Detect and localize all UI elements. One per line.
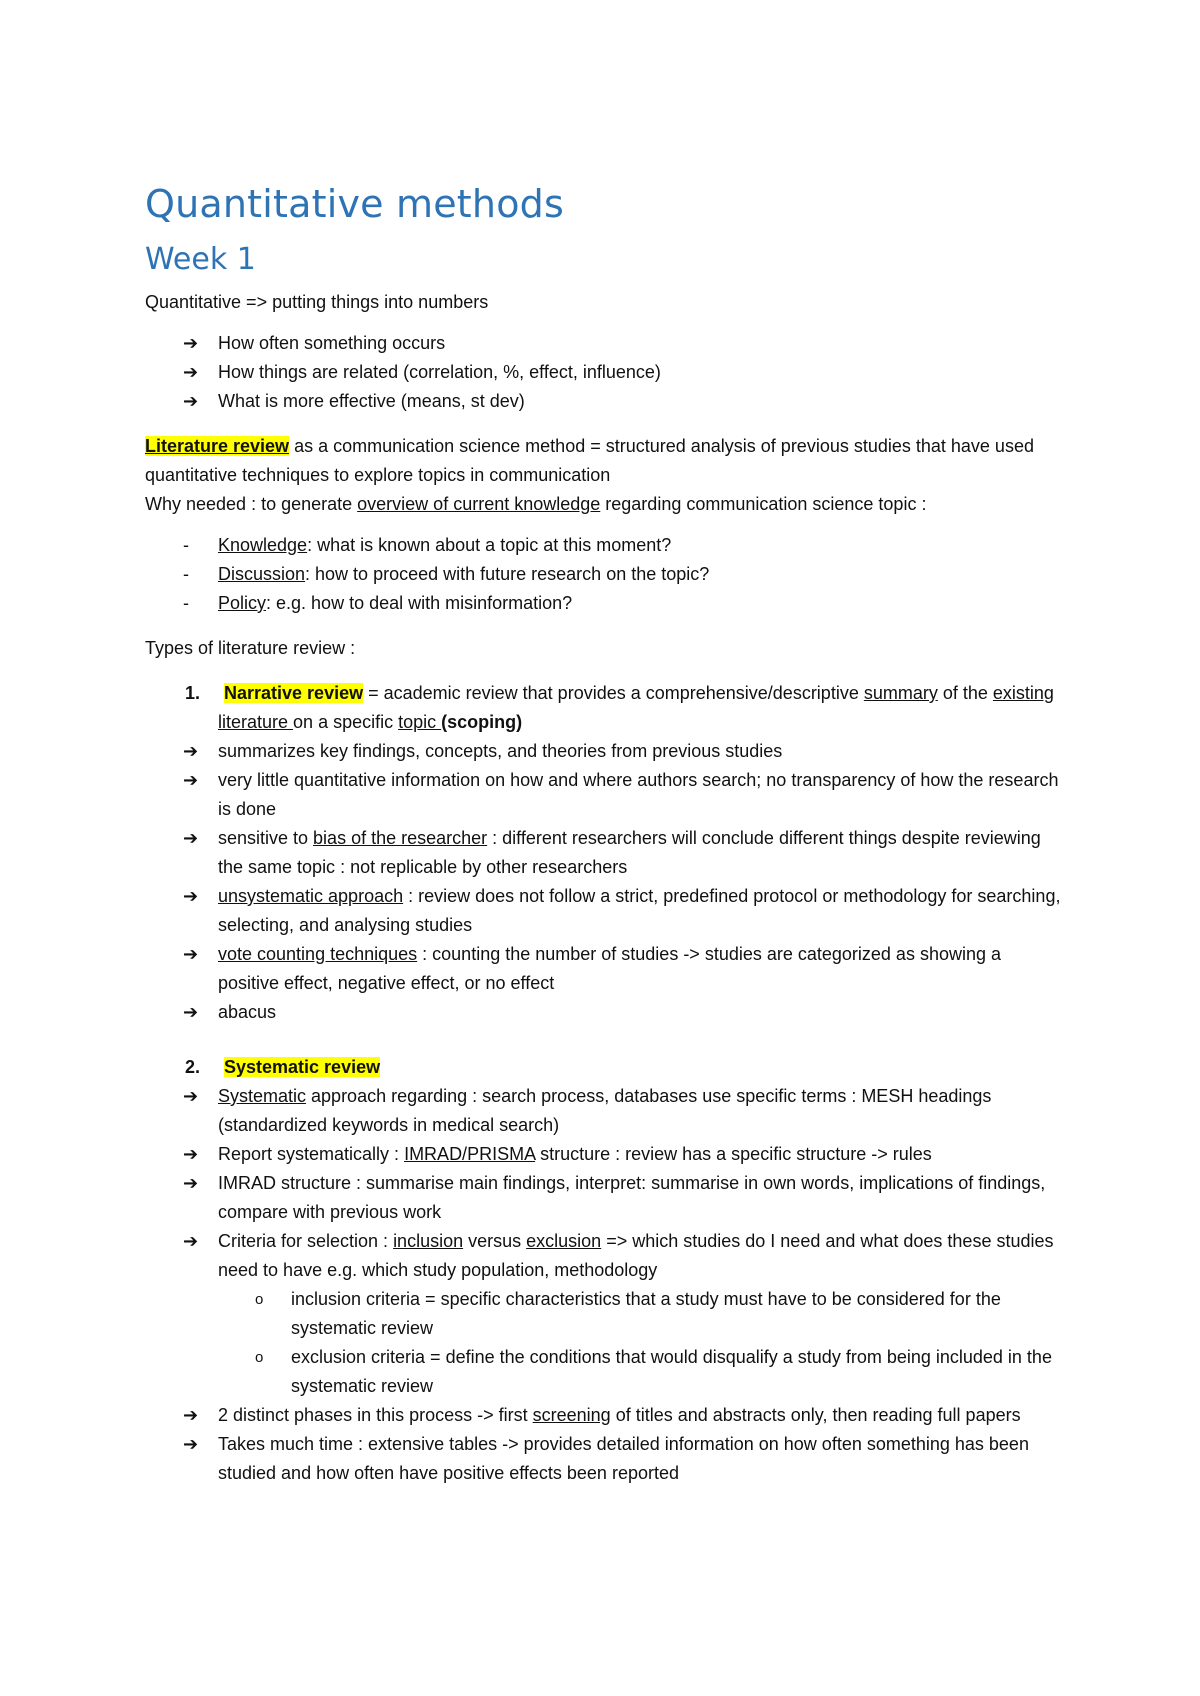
dash-marker: - <box>183 564 189 584</box>
systematic-bullet-list-continued <box>145 1401 1065 1488</box>
list-item: - Discussion: how to proceed with future research on the topic? <box>145 560 1065 589</box>
list-item: ➔ IMRAD structure : summarise main findings, interpret: summarise in own words, implications of findings, compare with previous work <box>145 1169 1065 1227</box>
criteria-sub-list <box>145 1285 1065 1401</box>
document-title: Quantitative methods <box>145 182 564 226</box>
document-content <box>145 178 1065 1488</box>
list-item: ➔ Criteria for selection : inclusion versus exclusion => which studies do I need and what does these studies need to have e.g. which study population, methodology <box>145 1227 1065 1285</box>
list-item: ➔ very little quantitative information on how and where authors search; no transparency of how the research is done <box>145 766 1065 824</box>
systematic-bullet-list <box>145 1082 1065 1285</box>
arrow-icon: ➔ <box>183 333 199 353</box>
arrow-icon: ➔ <box>183 1434 199 1454</box>
why-needed-line: Why needed : to generate overview of current knowledge regarding communication science topic : <box>145 494 927 514</box>
intro-bullet-list <box>145 329 1065 416</box>
circle-marker: o <box>255 1291 264 1308</box>
list-item: ➔ abacus <box>145 998 1065 1027</box>
intro-line: Quantitative => putting things into numbers <box>145 292 489 312</box>
list-item: ➔ How things are related (correlation, %, effect, influence) <box>145 358 1065 387</box>
week-heading: Week 1 <box>145 242 256 277</box>
list-item: ➔ sensitive to bias of the researcher : different researchers will conclude different things despite reviewing the same topic : not replicable by other researchers <box>145 824 1065 882</box>
list-item: - Policy: e.g. how to deal with misinformation? <box>145 589 1065 618</box>
arrow-icon: ➔ <box>183 1405 199 1425</box>
narrative-bullet-list <box>145 737 1065 1027</box>
types-label: Types of literature review : <box>145 638 356 658</box>
list-item: ➔ How often something occurs <box>145 329 1065 358</box>
arrow-icon: ➔ <box>183 828 199 848</box>
list-item: ➔ 2 distinct phases in this process -> first screening of titles and abstracts only, then reading full papers <box>145 1401 1065 1430</box>
arrow-icon: ➔ <box>183 1144 199 1164</box>
list-item: ➔ Systematic approach regarding : search process, databases use specific terms : MESH headings (standardized keywords in medical search) <box>145 1082 1065 1140</box>
arrow-icon: ➔ <box>183 1173 199 1193</box>
arrow-icon: ➔ <box>183 1002 199 1022</box>
arrow-icon: ➔ <box>183 362 199 382</box>
list-item: ➔ summarizes key findings, concepts, and theories from previous studies <box>145 737 1065 766</box>
arrow-icon: ➔ <box>183 741 199 761</box>
arrow-icon: ➔ <box>183 391 199 411</box>
highlighted-term: Narrative review <box>224 683 364 703</box>
arrow-icon: ➔ <box>183 770 199 790</box>
dash-marker: - <box>183 535 189 555</box>
list-item: ➔ Takes much time : extensive tables -> provides detailed information on how often something has been studied and how often have positive effects been reported <box>145 1430 1065 1488</box>
arrow-icon: ➔ <box>183 944 199 964</box>
highlighted-term: Literature review <box>145 436 290 456</box>
list-item: o inclusion criteria = specific characteristics that a study must have to be considered for the systematic review <box>145 1285 1065 1343</box>
arrow-icon: ➔ <box>183 886 199 906</box>
systematic-review-heading: 2. Systematic review <box>185 1057 381 1077</box>
why-needed-list <box>145 531 1065 618</box>
arrow-icon: ➔ <box>183 1086 199 1106</box>
highlighted-term: Systematic review <box>224 1057 381 1077</box>
list-item: ➔ What is more effective (means, st dev) <box>145 387 1065 416</box>
list-item: ➔ unsystematic approach : review does not follow a strict, predefined protocol or methodology for searching, selecting, and analysing studies <box>145 882 1065 940</box>
list-item: ➔ vote counting techniques : counting the number of studies -> studies are categorized as showing a positive effect, negative effect, or no effect <box>145 940 1065 998</box>
list-item: o exclusion criteria = define the conditions that would disqualify a study from being included in the systematic review <box>145 1343 1065 1401</box>
circle-marker: o <box>255 1349 264 1366</box>
list-item: ➔ Report systematically : IMRAD/PRISMA structure : review has a specific structure -> rules <box>145 1140 1065 1169</box>
dash-marker: - <box>183 593 189 613</box>
arrow-icon: ➔ <box>183 1231 199 1251</box>
literature-review-definition: Literature review as a communication science method = structured analysis of previous studies that have used quantitative techniques to explore topics in communication <box>145 436 1034 485</box>
list-item: - Knowledge: what is known about a topic at this moment? <box>145 531 1065 560</box>
narrative-review-heading: 1. Narrative review = academic review that provides a comprehensive/descriptive summary of the existing literature on a specific topic (scoping) <box>185 683 1054 732</box>
